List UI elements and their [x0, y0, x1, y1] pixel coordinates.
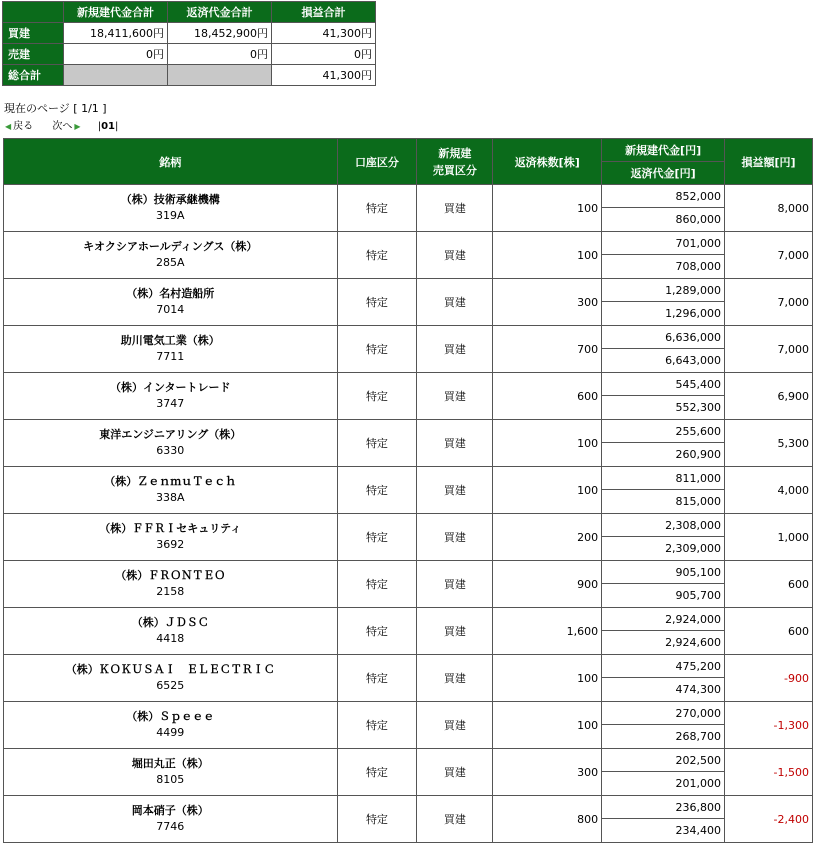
account-type: 特定	[337, 326, 417, 373]
new-amount: 270,000	[602, 702, 725, 725]
stock-code: 7711	[156, 350, 185, 363]
stock-code: 7746	[156, 820, 185, 833]
profit-loss: 600	[725, 561, 813, 608]
close-amount: 260,900	[602, 443, 725, 467]
close-amount: 905,700	[602, 584, 725, 608]
stock-code: 7014	[156, 303, 185, 316]
stock-name-cell	[4, 279, 338, 326]
table-row	[4, 373, 813, 396]
summary-new-total: 0円	[64, 44, 168, 65]
summary-header-row	[3, 2, 376, 23]
stock-name: 岡本硝子（株）	[131, 804, 209, 817]
table-row	[4, 608, 813, 631]
table-body	[4, 185, 813, 843]
table-row	[4, 326, 813, 349]
stock-name: キオクシアホールディングス（株）	[83, 240, 258, 253]
stock-name: 助川電気工業（株）	[120, 334, 220, 347]
stock-name-cell	[4, 467, 338, 514]
account-type: 特定	[337, 749, 417, 796]
trade-side: 買建	[417, 796, 493, 843]
account-type: 特定	[337, 608, 417, 655]
trade-side: 買建	[417, 279, 493, 326]
header-account: 口座区分	[337, 139, 417, 185]
stock-name: （株）ＦＲＯＮＴＥＯ	[115, 569, 226, 582]
summary-header-pl: 損益合計	[272, 2, 376, 23]
account-type: 特定	[337, 561, 417, 608]
stock-name: （株）ＪＤＳＣ	[131, 616, 209, 629]
page-link-01[interactable]: |01|	[97, 121, 119, 132]
new-amount: 701,000	[602, 232, 725, 255]
stock-name: （株）ＫＯＫＵＳＡＩ ＥＬＥＣＴＲＩＣ	[65, 663, 275, 676]
trade-side: 買建	[417, 467, 493, 514]
profit-loss: -2,400	[725, 796, 813, 843]
account-type: 特定	[337, 702, 417, 749]
table-row	[4, 232, 813, 255]
quantity: 100	[493, 420, 602, 467]
close-amount: 815,000	[602, 490, 725, 514]
back-link[interactable]: 戻る	[13, 121, 34, 132]
account-type: 特定	[337, 467, 417, 514]
page-number[interactable]: 01	[101, 121, 115, 132]
quantity: 600	[493, 373, 602, 420]
close-amount: 552,300	[602, 396, 725, 420]
positions-table	[3, 138, 813, 843]
table-row	[4, 796, 813, 819]
header-qty: 返済株数[株]	[493, 139, 602, 185]
stock-name-cell	[4, 514, 338, 561]
stock-name: （株）インタートレード	[109, 381, 231, 394]
new-amount: 255,600	[602, 420, 725, 443]
stock-code: 6330	[156, 444, 185, 457]
trade-side: 買建	[417, 420, 493, 467]
summary-row-label: 売建	[3, 44, 64, 65]
new-amount: 811,000	[602, 467, 725, 490]
triangle-left-icon: ◀	[5, 122, 12, 131]
stock-name-cell	[4, 702, 338, 749]
stock-code: 3747	[156, 397, 185, 410]
table-row	[4, 467, 813, 490]
profit-loss: 8,000	[725, 185, 813, 232]
table-row	[4, 514, 813, 537]
profit-loss: 5,300	[725, 420, 813, 467]
quantity: 300	[493, 749, 602, 796]
table-row	[4, 749, 813, 772]
page-indicator: 現在のページ [ 1/1 ]	[4, 102, 107, 115]
account-type: 特定	[337, 420, 417, 467]
close-amount: 708,000	[602, 255, 725, 279]
summary-blank-cell	[168, 65, 272, 86]
quantity: 900	[493, 561, 602, 608]
pager-nav	[5, 117, 120, 132]
quantity: 100	[493, 185, 602, 232]
stock-name-cell	[4, 185, 338, 232]
stock-code: 4418	[156, 632, 185, 645]
stock-name-cell	[4, 326, 338, 373]
new-amount: 6,636,000	[602, 326, 725, 349]
profit-loss: 7,000	[725, 326, 813, 373]
header-side: 新規建 売買区分	[417, 139, 493, 185]
stock-name-cell	[4, 655, 338, 702]
summary-header-close: 返済代金合計	[168, 2, 272, 23]
new-amount: 236,800	[602, 796, 725, 819]
summary-row-label: 総合計	[3, 65, 64, 86]
stock-code: 8105	[156, 773, 185, 786]
stock-name-cell	[4, 561, 338, 608]
summary-new-total: 18,411,600円	[64, 23, 168, 44]
trade-side: 買建	[417, 702, 493, 749]
profit-loss: 600	[725, 608, 813, 655]
quantity: 700	[493, 326, 602, 373]
quantity: 100	[493, 702, 602, 749]
summary-pl-total: 41,300円	[272, 23, 376, 44]
profit-loss: -1,300	[725, 702, 813, 749]
close-amount: 234,400	[602, 819, 725, 843]
summary-pl-total: 0円	[272, 44, 376, 65]
quantity: 100	[493, 467, 602, 514]
close-amount: 2,924,600	[602, 631, 725, 655]
table-row	[4, 279, 813, 302]
summary-close-total: 0円	[168, 44, 272, 65]
profit-loss: 4,000	[725, 467, 813, 514]
stock-name-cell	[4, 608, 338, 655]
quantity: 300	[493, 279, 602, 326]
quantity: 800	[493, 796, 602, 843]
header-close-amount: 返済代金[円]	[602, 162, 725, 185]
trade-side: 買建	[417, 655, 493, 702]
stock-code: 3692	[156, 538, 185, 551]
quantity: 1,600	[493, 608, 602, 655]
profit-loss: 7,000	[725, 279, 813, 326]
new-amount: 1,289,000	[602, 279, 725, 302]
summary-pl-grand-total: 41,300円	[272, 65, 376, 86]
summary-header-new: 新規建代金合計	[64, 2, 168, 23]
stock-name-cell	[4, 796, 338, 843]
new-amount: 905,100	[602, 561, 725, 584]
profit-loss: 6,900	[725, 373, 813, 420]
trade-side: 買建	[417, 608, 493, 655]
close-amount: 2,309,000	[602, 537, 725, 561]
new-amount: 202,500	[602, 749, 725, 772]
close-amount: 474,300	[602, 678, 725, 702]
new-amount: 852,000	[602, 185, 725, 208]
trade-side: 買建	[417, 749, 493, 796]
summary-row-total	[3, 65, 376, 86]
profit-loss: -900	[725, 655, 813, 702]
table-row	[4, 655, 813, 678]
stock-code: 4499	[156, 726, 185, 739]
trade-side: 買建	[417, 373, 493, 420]
new-amount: 545,400	[602, 373, 725, 396]
stock-code: 6525	[156, 679, 185, 692]
stock-code: 2158	[156, 585, 185, 598]
stock-name: 東洋エンジニアリング（株）	[99, 428, 242, 441]
header-pl: 損益額[円]	[725, 139, 813, 185]
stock-name: （株）ＺｅｎｍｕＴｅｃｈ	[104, 475, 237, 488]
account-type: 特定	[337, 373, 417, 420]
account-type: 特定	[337, 796, 417, 843]
trade-side: 買建	[417, 514, 493, 561]
summary-row-sell	[3, 44, 376, 65]
close-amount: 1,296,000	[602, 302, 725, 326]
stock-name-cell	[4, 420, 338, 467]
header-new-amount: 新規建代金[円]	[602, 139, 725, 162]
triangle-right-icon: ▶	[74, 122, 81, 131]
account-type: 特定	[337, 655, 417, 702]
summary-row-buy	[3, 23, 376, 44]
account-type: 特定	[337, 185, 417, 232]
profit-loss: -1,500	[725, 749, 813, 796]
stock-name: （株）技術承継機構	[120, 193, 220, 206]
trade-side: 買建	[417, 561, 493, 608]
stock-name: （株）ＦＦＲＩセキュリティ	[99, 522, 242, 535]
trade-side: 買建	[417, 232, 493, 279]
close-amount: 860,000	[602, 208, 725, 232]
stock-name-cell	[4, 373, 338, 420]
account-type: 特定	[337, 279, 417, 326]
stock-code: 319A	[155, 209, 185, 222]
stock-code: 285A	[155, 256, 185, 269]
close-amount: 6,643,000	[602, 349, 725, 373]
table-row	[4, 561, 813, 584]
summary-corner	[3, 2, 64, 23]
new-amount: 475,200	[602, 655, 725, 678]
quantity: 200	[493, 514, 602, 561]
stock-name-cell	[4, 749, 338, 796]
summary-blank-cell	[64, 65, 168, 86]
summary-table	[2, 1, 376, 86]
quantity: 100	[493, 655, 602, 702]
close-amount: 268,700	[602, 725, 725, 749]
header-name: 銘柄	[4, 139, 338, 185]
table-row	[4, 420, 813, 443]
table-row	[4, 185, 813, 208]
account-type: 特定	[337, 232, 417, 279]
stock-name-cell	[4, 232, 338, 279]
stock-code: 338A	[155, 491, 185, 504]
table-header-row	[4, 139, 813, 162]
profit-loss: 1,000	[725, 514, 813, 561]
profit-loss: 7,000	[725, 232, 813, 279]
trade-side: 買建	[417, 326, 493, 373]
summary-row-label: 買建	[3, 23, 64, 44]
next-link[interactable]: 次へ	[52, 121, 73, 132]
stock-name: （株）Ｓｐｅｅｅ	[126, 710, 215, 723]
new-amount: 2,924,000	[602, 608, 725, 631]
stock-name: （株）名村造船所	[126, 287, 215, 300]
trade-side: 買建	[417, 185, 493, 232]
quantity: 100	[493, 232, 602, 279]
table-row	[4, 702, 813, 725]
stock-name: 堀田丸正（株）	[131, 757, 209, 770]
close-amount: 201,000	[602, 772, 725, 796]
account-type: 特定	[337, 514, 417, 561]
summary-close-total: 18,452,900円	[168, 23, 272, 44]
new-amount: 2,308,000	[602, 514, 725, 537]
